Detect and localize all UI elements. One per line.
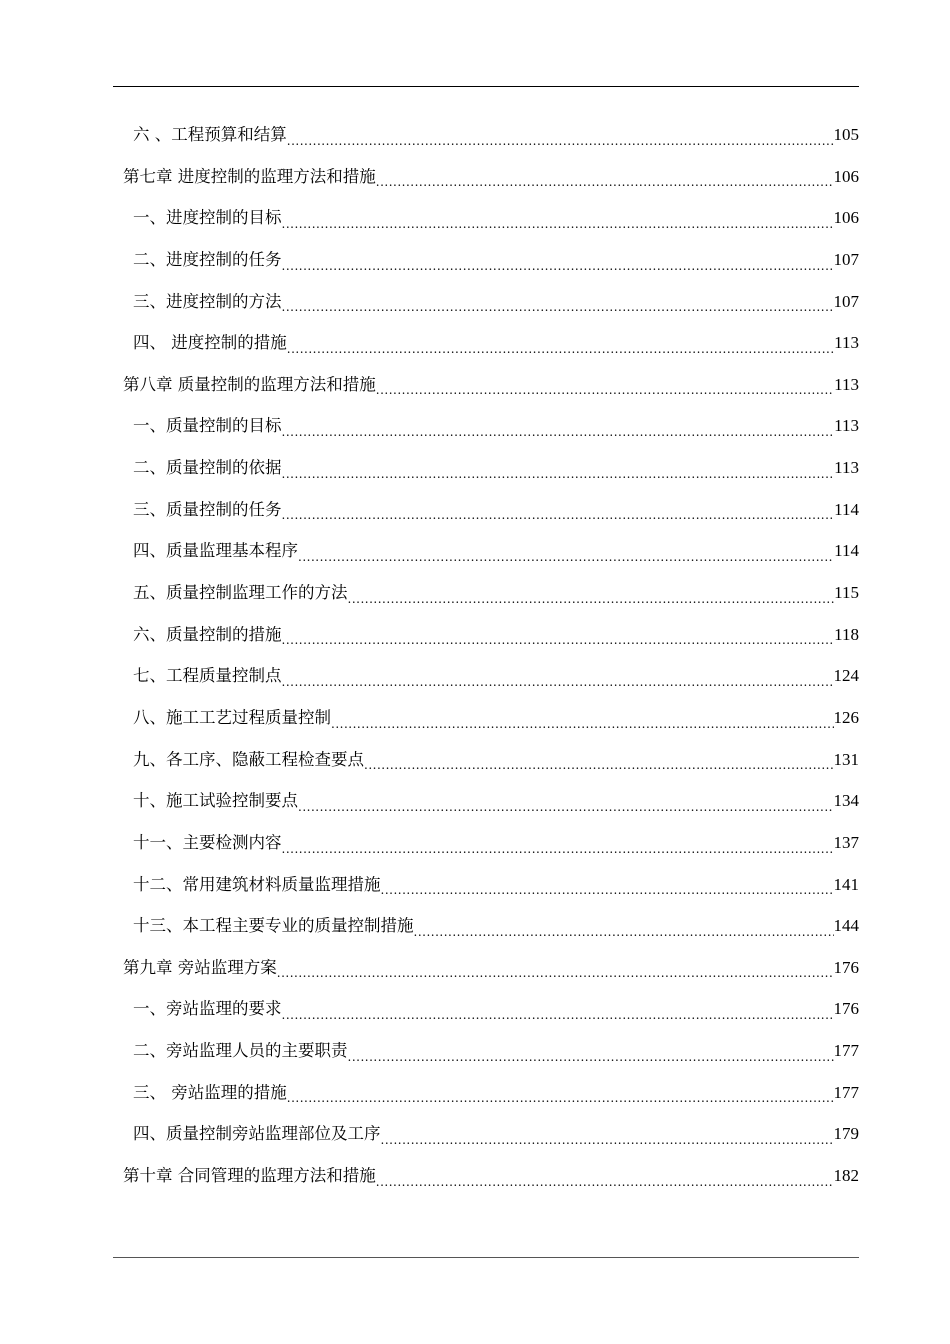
toc-dot-leader <box>414 917 834 947</box>
toc-entry-title: 第九章 旁站监理方案 <box>123 957 277 977</box>
toc-dot-leader <box>282 625 835 655</box>
toc-page-number: 106 <box>833 208 859 228</box>
toc-dot-leader <box>381 875 834 905</box>
toc-dot-leader <box>282 1000 834 1030</box>
header-rule <box>113 86 859 87</box>
toc-entry-title: 十三、本工程主要专业的质量控制措施 <box>133 916 414 936</box>
toc-section-entry[interactable] <box>123 114 859 156</box>
toc-dot-leader <box>348 584 835 614</box>
toc-page-number: 144 <box>833 916 859 936</box>
toc-page-number: 131 <box>833 749 859 769</box>
toc-section-entry[interactable] <box>123 572 859 614</box>
toc-page-number: 114 <box>834 499 859 519</box>
toc-entry-title: 第八章 质量控制的监理方法和措施 <box>123 374 376 394</box>
toc-section-entry[interactable] <box>123 780 859 822</box>
toc-dot-leader <box>282 500 835 530</box>
toc-dot-leader <box>381 1125 834 1155</box>
toc-entry-title: 二、质量控制的依据 <box>133 458 282 478</box>
toc-chapter-entry[interactable] <box>123 947 859 989</box>
toc-entry-title: 六 、工程预算和结算 <box>133 124 287 144</box>
toc-dot-leader <box>282 459 835 489</box>
toc-dot-leader <box>282 417 835 447</box>
toc-section-entry[interactable] <box>123 239 859 281</box>
toc-section-entry[interactable] <box>123 988 859 1030</box>
toc-section-entry[interactable] <box>123 822 859 864</box>
toc-section-entry[interactable] <box>123 697 859 739</box>
toc-dot-leader <box>298 542 834 572</box>
toc-chapter-entry[interactable] <box>123 364 859 406</box>
footer-rule <box>113 1257 859 1258</box>
toc-entry-title: 三、进度控制的方法 <box>133 291 282 311</box>
toc-page-number: 179 <box>833 1124 859 1144</box>
toc-dot-leader <box>282 834 834 864</box>
toc-section-entry[interactable] <box>123 530 859 572</box>
toc-page-number: 124 <box>833 666 859 686</box>
toc-entry-title: 一、旁站监理的要求 <box>133 999 282 1019</box>
toc-entry-title: 四、质量控制旁站监理部位及工序 <box>133 1124 381 1144</box>
toc-dot-leader <box>376 167 834 197</box>
toc-dot-leader <box>277 958 834 988</box>
toc-page-number: 113 <box>834 416 859 436</box>
toc-entry-title: 十、施工试验控制要点 <box>133 791 298 811</box>
toc-page-number: 137 <box>833 832 859 852</box>
toc-section-entry[interactable] <box>123 1030 859 1072</box>
toc-entry-title: 四、 进度控制的措施 <box>133 333 287 353</box>
toc-page-number: 176 <box>833 957 859 977</box>
toc-section-entry[interactable] <box>123 405 859 447</box>
toc-chapter-entry[interactable] <box>123 156 859 198</box>
toc-page-number: 134 <box>833 791 859 811</box>
toc-page-number: 107 <box>833 291 859 311</box>
toc-page-number: 177 <box>833 1041 859 1061</box>
toc-page-number: 105 <box>833 124 859 144</box>
toc-page-number: 118 <box>834 624 859 644</box>
toc-dot-leader <box>287 126 834 156</box>
toc-dot-leader <box>364 750 834 780</box>
toc-entry-title: 一、进度控制的目标 <box>133 208 282 228</box>
toc-dot-leader <box>282 209 834 239</box>
toc-dot-leader <box>282 667 834 697</box>
toc-entry-title: 一、质量控制的目标 <box>133 416 282 436</box>
toc-page-number: 113 <box>834 374 859 394</box>
toc-page-number: 126 <box>833 707 859 727</box>
toc-dot-leader <box>376 375 834 405</box>
toc-section-entry[interactable] <box>123 614 859 656</box>
toc-section-entry[interactable] <box>123 655 859 697</box>
toc-dot-leader <box>348 1042 834 1072</box>
toc-section-entry[interactable] <box>123 739 859 781</box>
toc-dot-leader <box>282 292 834 322</box>
toc-section-entry[interactable] <box>123 1072 859 1114</box>
table-of-contents <box>123 114 859 1197</box>
toc-entry-title: 二、进度控制的任务 <box>133 249 282 269</box>
toc-section-entry[interactable] <box>123 447 859 489</box>
toc-page-number: 176 <box>833 999 859 1019</box>
toc-page-number: 141 <box>833 874 859 894</box>
toc-entry-title: 三、质量控制的任务 <box>133 499 282 519</box>
toc-section-entry[interactable] <box>123 1113 859 1155</box>
toc-section-entry[interactable] <box>123 322 859 364</box>
toc-dot-leader <box>298 792 834 822</box>
toc-entry-title: 第七章 进度控制的监理方法和措施 <box>123 166 376 186</box>
toc-dot-leader <box>282 251 834 281</box>
toc-entry-title: 四、质量监理基本程序 <box>133 541 298 561</box>
toc-entry-title: 三、 旁站监理的措施 <box>133 1082 287 1102</box>
toc-section-entry[interactable] <box>123 197 859 239</box>
toc-entry-title: 六、质量控制的措施 <box>133 624 282 644</box>
toc-page-number: 177 <box>833 1082 859 1102</box>
toc-page-number: 113 <box>834 333 859 353</box>
toc-entry-title: 二、旁站监理人员的主要职责 <box>133 1041 348 1061</box>
toc-page-number: 113 <box>834 458 859 478</box>
toc-entry-title: 八、施工工艺过程质量控制 <box>133 707 331 727</box>
toc-entry-title: 七、工程质量控制点 <box>133 666 282 686</box>
toc-page-number: 107 <box>833 249 859 269</box>
toc-chapter-entry[interactable] <box>123 1155 859 1197</box>
toc-entry-title: 第十章 合同管理的监理方法和措施 <box>123 1166 376 1185</box>
toc-dot-leader <box>331 709 834 739</box>
toc-entry-title: 十一、主要检测内容 <box>133 832 282 852</box>
toc-page-number: 114 <box>834 541 859 561</box>
toc-section-entry[interactable] <box>123 905 859 947</box>
toc-page-number: 182 <box>833 1166 859 1185</box>
toc-page-number: 106 <box>833 166 859 186</box>
toc-section-entry[interactable] <box>123 281 859 323</box>
toc-page-number: 115 <box>834 583 859 603</box>
toc-section-entry[interactable] <box>123 489 859 531</box>
toc-entry-title: 九、各工序、隐蔽工程检查要点 <box>133 749 364 769</box>
toc-dot-leader <box>376 1167 834 1197</box>
toc-section-entry[interactable] <box>123 864 859 906</box>
toc-entry-title: 五、质量控制监理工作的方法 <box>133 583 348 603</box>
toc-dot-leader <box>287 1083 834 1113</box>
toc-dot-leader <box>287 334 834 364</box>
toc-entry-title: 十二、常用建筑材料质量监理措施 <box>133 874 381 894</box>
